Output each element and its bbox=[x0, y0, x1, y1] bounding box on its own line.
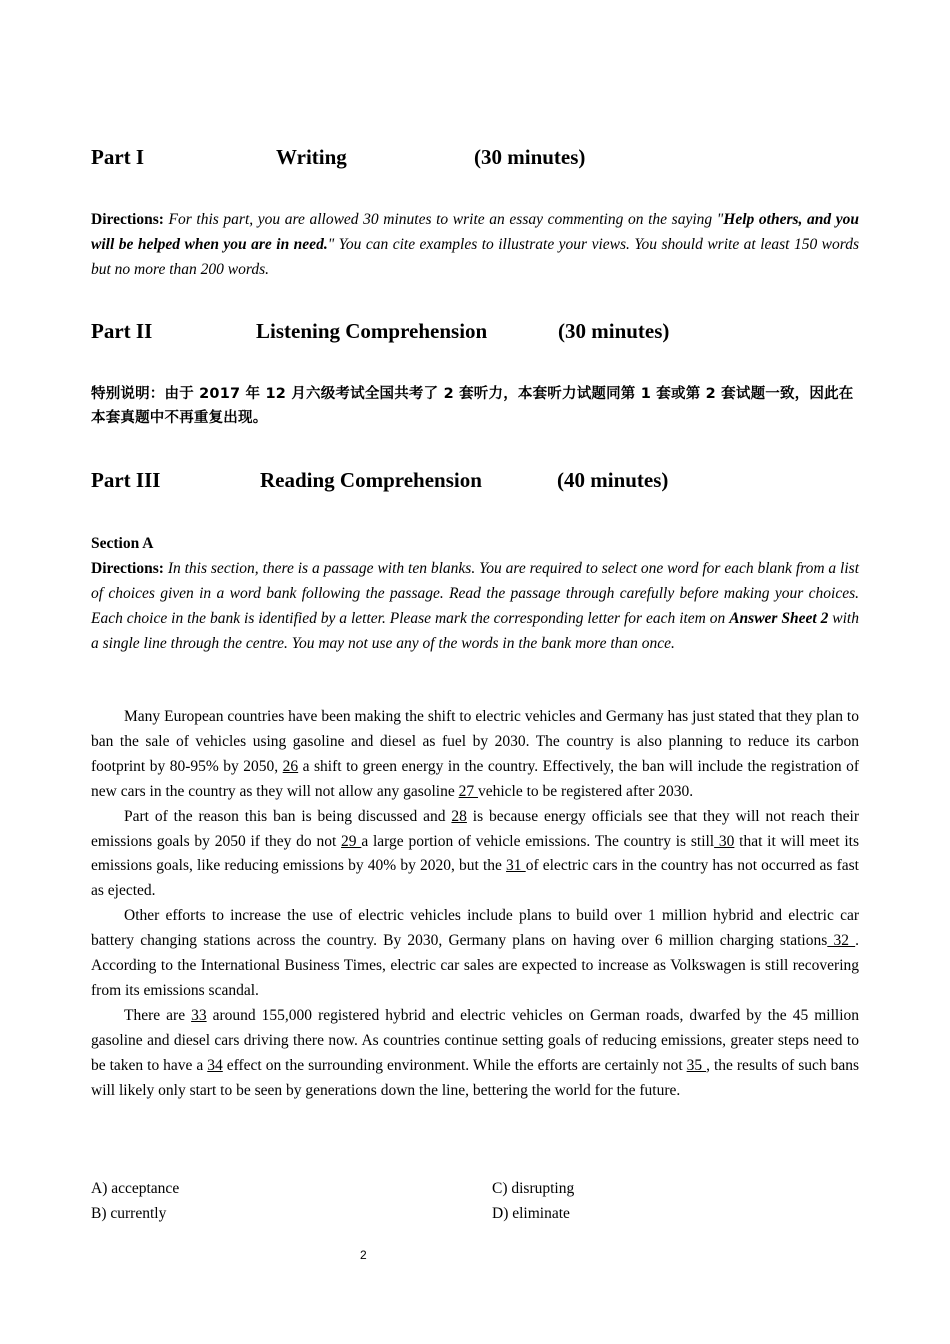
listening-note: 特别说明：由于 2017 年 12 月六级考试全国共考了 2 套听力，本套听力试题同第 1 套或第 2 套试题一致，因此在本套真题中不再重复出现。 bbox=[91, 386, 854, 426]
blank-28: 28 bbox=[451, 807, 467, 825]
passage-paragraph: Many European countries have been making the shift to electric vehicles and Germany has just stated that they plan to ban the sale of vehicles using gasoline and diesel as fuel by 2030. The country is also planning to reduce its carbon footprint by 80-95% by 2050, 26 a shift to green energy in the country. Effectively, the ban will include the registration of new cars in the country as they will not allow any gasoline 27 vehicle to be registered after 2030. bbox=[91, 708, 859, 800]
blank-29: 29 bbox=[341, 832, 362, 850]
choice-b: B) currently bbox=[91, 1205, 167, 1222]
part-3-label: Part III bbox=[91, 468, 161, 492]
choice-c: C) disrupting bbox=[492, 1180, 575, 1197]
blank-30: 30 bbox=[714, 832, 735, 850]
blank-31: 31 bbox=[506, 857, 526, 875]
blank-27: 27 bbox=[458, 782, 478, 800]
section-a-directions-lead: Directions: bbox=[91, 560, 164, 577]
blank-33: 33 bbox=[191, 1006, 207, 1024]
passage-paragraph: Other efforts to increase the use of electric vehicles include plans to build over 1 million hybrid and electric car battery changing stations across the country. By 2030, Germany plans on having over 6 million charging stations 32 . According to the International Business Times, electric car sales are expected to increase as Volkswagen is still recovering from its emissions scandal. bbox=[91, 907, 859, 999]
part-1-title: Writing bbox=[276, 145, 347, 169]
part-1-time: (30 minutes) bbox=[474, 145, 586, 169]
answer-sheet-label: Answer Sheet 2 bbox=[729, 610, 829, 627]
part-1-label: Part I bbox=[91, 145, 145, 169]
blank-32: 32 bbox=[827, 932, 856, 950]
blank-35: 35 bbox=[686, 1056, 707, 1074]
page-number: 2 bbox=[360, 1248, 367, 1262]
writing-directions-lead: Directions: bbox=[91, 211, 164, 228]
part-2-title: Listening Comprehension bbox=[256, 319, 488, 343]
part-3-title: Reading Comprehension bbox=[260, 468, 482, 492]
part-2-label: Part II bbox=[91, 319, 153, 343]
part-2-time: (30 minutes) bbox=[558, 319, 670, 343]
blank-34: 34 bbox=[207, 1056, 223, 1074]
blank-26: 26 bbox=[282, 757, 299, 775]
section-a-heading: Section A bbox=[91, 535, 154, 552]
choice-d: D) eliminate bbox=[492, 1205, 570, 1222]
part-3-time: (40 minutes) bbox=[557, 468, 669, 492]
passage-paragraph: Part of the reason this ban is being discussed and 28 is because energy officials see that they will not reach their emissions goals by 2050 if they do not 29 a large portion of vehicle emissions. The country is still 30 that it will meet its emissions goals, like reducing emissions by 40% by 2020, but the 31 of electric cars in the country has not occurred as fast as ejected. bbox=[91, 807, 860, 900]
saying-text: Help others, and you will be helped when you are in need. bbox=[91, 211, 860, 253]
section-a-block: Section A Directions: In this section, there is a passage with ten blanks. You are required to select one word for each blank from a list of choices given in a word bank following the passage. Read the passage through carefully before making your choices. Each choice in the bank is identified by a letter. Please mark the corresponding letter for each item on Answer Sheet 2 with a single line through the centre. You may not use any of the words in the bank more than once. bbox=[91, 535, 860, 652]
writing-directions: Directions: For this part, you are allowed 30 minutes to write an essay commenting on the saying "Help others, and you will be helped when you are in need." You can cite examples to illustrate your views. You should write at least 150 words but no more than 200 words. bbox=[91, 211, 860, 278]
passage-paragraph: There are 33 around 155,000 registered hybrid and electric vehicles on German roads, dwarfed by the 45 million gasoline and diesel cars driving there now. As countries continue setting goals of reducing emissions, greater steps need to be taken to have a 34 effect on the surrounding environment. While the efforts are certainly not 35 , the results of such bans will likely only start to be seen by generations down the line, bettering the world for the future. bbox=[91, 1006, 860, 1099]
choice-a: A) acceptance bbox=[91, 1180, 180, 1197]
reading-passage bbox=[91, 705, 859, 1104]
